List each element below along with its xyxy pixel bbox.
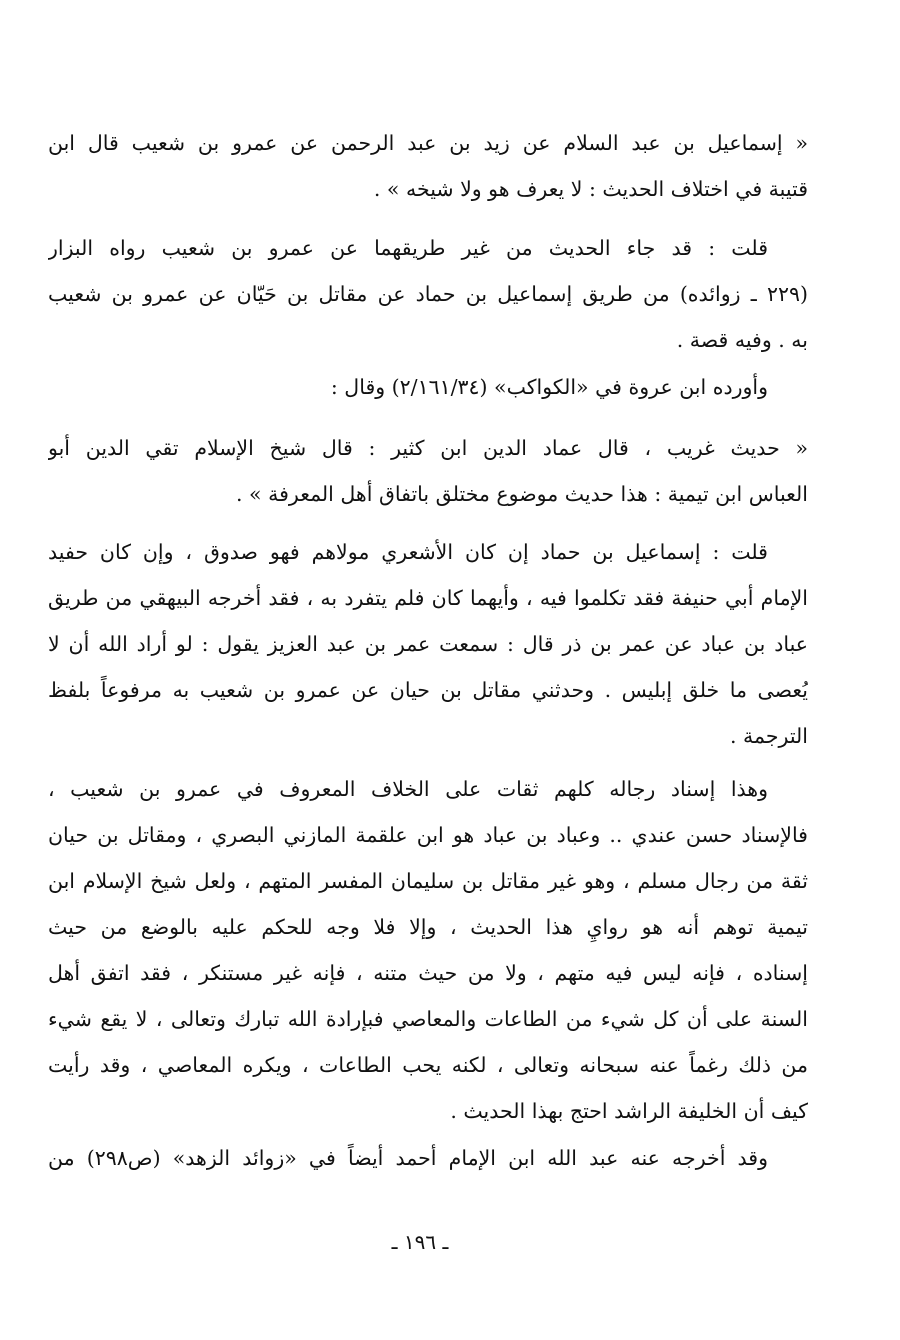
text-line: الترجمة . [730, 724, 808, 748]
quote-paragraph [48, 120, 808, 212]
text-line: « حديث غريب ، قال عماد الدين ابن كثير : قال شيخ الإسلام تقي الدين أبو [48, 436, 808, 460]
quote-paragraph [48, 425, 808, 517]
text-line: العباس ابن تيمية : هذا حديث موضوع مختلق باتفاق أهل المعرفة » . [236, 482, 808, 506]
citation-paragraph [48, 364, 808, 410]
commentary-paragraph [48, 225, 808, 363]
text-line: تيمية توهم أنه هو روايِ هذا الحديث ، وإلا فلا وجه للحكم عليه بالوضع من حيث [48, 915, 808, 939]
text-line: وأورده ابن عروة في «الكواكب» (٢/١٦١/٣٤) وقال : [330, 375, 768, 399]
commentary-paragraph [48, 529, 808, 759]
text-line: ثقة من رجال مسلم ، وهو غير مقاتل بن سليمان المفسر المتهم ، ولعل شيخ الإسلام ابن [48, 869, 808, 893]
text-line: به . وفيه قصة . [676, 328, 808, 352]
text-line: السنة على أن كل شيء من الطاعات والمعاصي فبإرادة الله تبارك وتعالى ، لا يقع شيء [48, 1007, 808, 1031]
text-line: قلت : إسماعيل بن حماد إن كان الأشعري مولاهم فهو صدوق ، وإن كان حفيد [48, 540, 768, 564]
text-line: وهذا إسناد رجاله كلهم ثقات على الخلاف المعروف في عمرو بن شعيب ، [48, 777, 768, 801]
analysis-paragraph [48, 766, 808, 1134]
text-line: الإمام أبي حنيفة فقد تكلموا فيه ، وأيهما كان فلم يتفرد به ، فقد أخرجه البيهقي من طريق [48, 586, 808, 610]
text-line: من ذلك رغماً عنه سبحانه وتعالى ، لكنه يحب الطاعات ، ويكره المعاصي ، وقد رأيت [48, 1053, 808, 1077]
source-paragraph [48, 1135, 808, 1181]
text-line: قتيبة في اختلاف الحديث : لا يعرف هو ولا شيخه » . [373, 177, 808, 201]
text-line: عباد بن عباد عن عمر بن ذر قال : سمعت عمر بن عبد العزيز يقول : لو أراد الله أن لا [48, 632, 808, 656]
text-line: فالإسناد حسن عندي .. وعباد بن عباد هو ابن علقمة المازني البصري ، ومقاتل بن حيان [48, 823, 808, 847]
text-line: قلت : قد جاء الحديث من غير طريقهما عن عمرو بن شعيب رواه البزار [48, 236, 768, 260]
text-line: وقد أخرجه عنه عبد الله ابن الإمام أحمد أيضاً في «زوائد الزهد» (ص٢٩٨) من [48, 1146, 768, 1170]
text-line: (٢٢٩ ـ زوائده) من طريق إسماعيل بن حماد عن مقاتل بن حَيّان عن عمرو بن شعيب [48, 282, 808, 306]
text-line: إسناده ، فإنه ليس فيه متهم ، ولا من حيث متنه ، فإنه غير مستنكر ، فقد اتفق أهل [48, 961, 808, 985]
text-line: يُعصى ما خلق إبليس . وحدثني مقاتل بن حيان عن عمرو بن شعيب به مرفوعاً بلفظ [48, 678, 808, 702]
text-line: كيف أن الخليفة الراشد احتج بهذا الحديث . [450, 1099, 808, 1123]
text-line: « إسماعيل بن عبد السلام عن زيد بن عبد الرحمن عن عمرو بن شعيب قال ابن [48, 131, 808, 155]
page-number: ـ ١٩٦ ـ [391, 1230, 449, 1254]
